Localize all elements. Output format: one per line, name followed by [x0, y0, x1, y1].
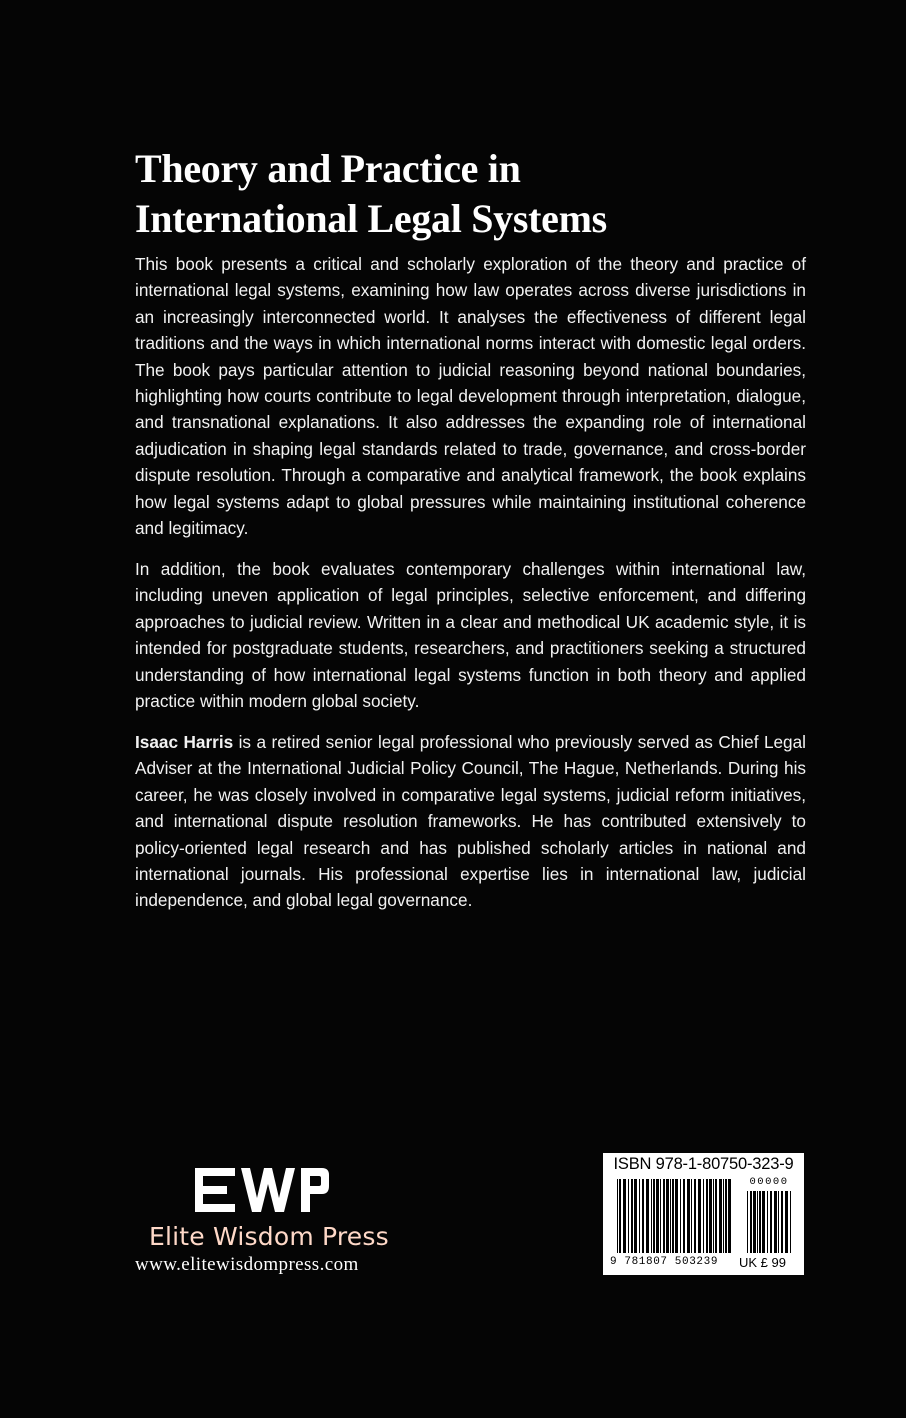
barcode-bar — [631, 1179, 633, 1253]
barcode-bar — [691, 1179, 692, 1253]
barcode-bar — [687, 1179, 690, 1253]
isbn-label: ISBN 978-1-80750-323-9 — [613, 1155, 794, 1173]
barcode-bar — [706, 1179, 708, 1253]
barcode-bar — [778, 1191, 779, 1253]
barcode-bar — [666, 1179, 669, 1253]
blurb-paragraph-1: This book presents a critical and scholarly exploration of the theory and practice of international legal systems, examining how law operates across diverse jurisdictions in an increasingly interconnected world. It analyses the effectiveness of different legal traditions and the ways in which international norms interact with domestic legal orders. The book pays particular attention to judicial reasoning beyond national boundaries, highlighting how courts contribute to legal development through interpretation, dialogue, and transnational explanations. It also addresses the expanding role of international adjudication in shaping legal standards related to trade, governance, and cross-border dispute resolution. Through a comparative and analytical framework, the book explains how legal systems adapt to global pressures while maintaining institutional coherence and legitimacy. — [135, 254, 806, 539]
barcode-bar — [675, 1179, 678, 1253]
barcode-bar — [762, 1191, 765, 1253]
barcode-bar — [753, 1191, 756, 1253]
barcode-bar — [617, 1179, 618, 1253]
barcode-bar — [660, 1179, 661, 1253]
barcode-bar — [747, 1191, 748, 1253]
barcode-bar — [757, 1191, 758, 1253]
barcode-bar — [719, 1179, 722, 1253]
barcode-bar — [619, 1179, 621, 1253]
publisher-website: www.elitewisdompress.com — [135, 1254, 359, 1275]
barcode-bar — [698, 1179, 701, 1253]
title-line-1: Theory and Practice in — [135, 146, 521, 191]
barcode-bar — [715, 1179, 717, 1253]
barcode-bar — [770, 1191, 772, 1253]
barcode-bar — [656, 1179, 659, 1253]
barcode-bar — [646, 1179, 649, 1253]
ewp-logo-mark — [195, 1168, 329, 1212]
barcode-bar — [790, 1191, 791, 1253]
barcode-bar — [634, 1179, 637, 1253]
barcode-bar — [628, 1179, 629, 1253]
barcode-bar — [672, 1179, 674, 1253]
barcode-bar — [694, 1179, 696, 1253]
barcode-bars — [611, 1177, 801, 1257]
barcode-bar — [781, 1191, 783, 1253]
barcode-digits: 9 781807 503239 — [610, 1256, 719, 1268]
barcode-bar — [623, 1179, 626, 1253]
title-line-2: International Legal Systems — [135, 196, 607, 241]
barcode-bar — [774, 1191, 777, 1253]
barcode-bar — [680, 1179, 681, 1253]
barcode-bar — [653, 1179, 655, 1253]
barcode-bar — [713, 1179, 714, 1253]
barcode-bar — [759, 1191, 761, 1253]
isbn-barcode — [603, 1153, 804, 1275]
barcode-bar — [725, 1179, 727, 1253]
barcode-bar — [785, 1191, 788, 1253]
barcode-addon-digits: 00000 — [749, 1176, 789, 1188]
barcode-bar — [683, 1179, 685, 1253]
barcode-bar — [651, 1179, 652, 1253]
barcode-bar — [642, 1179, 644, 1253]
price-label: UK £ 99 — [739, 1255, 786, 1270]
barcode-bar — [767, 1191, 768, 1253]
barcode-bar — [723, 1179, 724, 1253]
publisher-name: Elite Wisdom Press — [149, 1222, 389, 1251]
blurb-paragraph-2: In addition, the book evaluates contemporary challenges within international law, including uneven application of legal principles, selective enforcement, and differing approaches to judicial review. Written in a clear and methodical UK academic style, it is intended for postgraduate students, researchers, and practitioners seeking a structured understanding of how international legal systems function in both theory and applied practice within modern global society. — [135, 559, 806, 712]
barcode-bar — [663, 1179, 665, 1253]
book-title — [135, 144, 815, 244]
barcode-bar — [709, 1179, 712, 1253]
barcode-bar — [750, 1191, 752, 1253]
author-bio-text: is a retired senior legal professional who previously served as Chief Legal Adviser at the International Judicial Policy Council, The Hague, Netherlands. During his career, he was closely involved in comparative legal systems, judicial reform initiatives, and international dispute resolution frameworks. He has contributed extensively to policy-oriented legal research and has published scholarly articles in national and international journals. His professional expertise lies in international law, judicial independence, and global legal governance. — [135, 732, 806, 911]
barcode-bar — [703, 1179, 704, 1253]
barcode-bar — [728, 1179, 731, 1253]
author-bio — [135, 729, 806, 914]
barcode-bar — [670, 1179, 671, 1253]
author-name: Isaac Harris — [135, 732, 234, 752]
barcode-bar — [639, 1179, 640, 1253]
